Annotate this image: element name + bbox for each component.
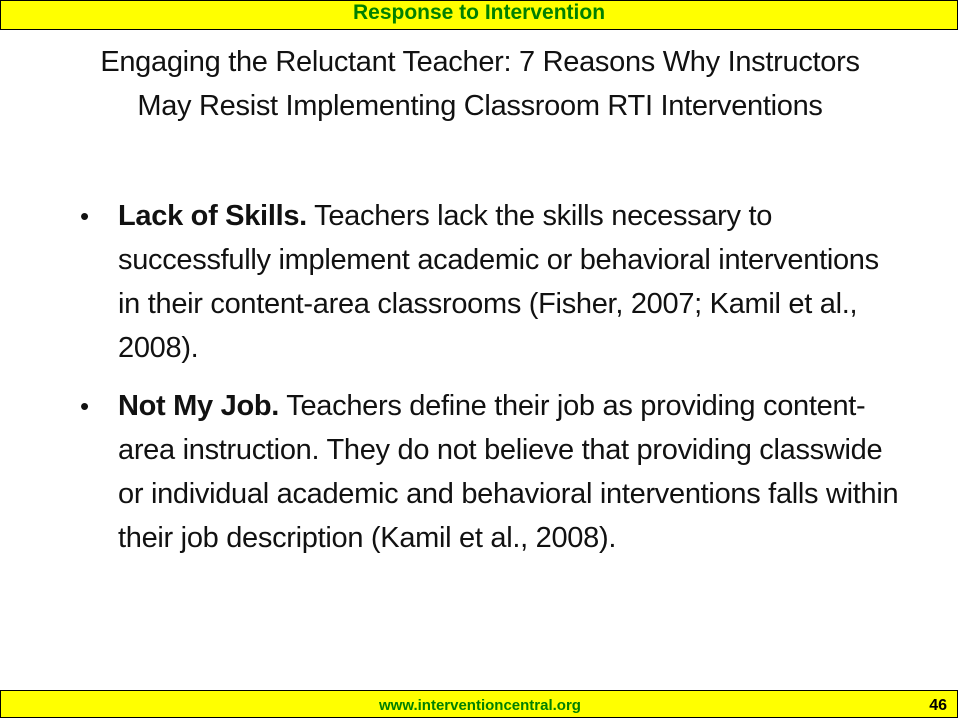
- bullet-text: Teachers lack the skills necessary to successfully implement academic or behavioral interventions in their content-area classrooms (Fisher, 2007; Kamil et al., 2008).: [118, 200, 879, 364]
- footer-bar: [0, 690, 958, 718]
- bullet-item-lack-of-skills: [70, 194, 900, 370]
- footer-url-link[interactable]: www.interventioncentral.org: [379, 697, 581, 714]
- bullet-item-not-my-job: [70, 384, 900, 560]
- header-title: Response to Intervention: [352, 1, 606, 24]
- slide-title: Engaging the Reluctant Teacher: 7 Reasons Why Instructors May Resist Implementing Classroom RTI Interventions: [100, 46, 860, 122]
- bullet-list: [70, 194, 900, 574]
- bullet-term: Not My Job.: [118, 390, 280, 422]
- header-bar: [0, 0, 958, 30]
- page-number: 46: [929, 697, 947, 714]
- bullet-text: Teachers define their job as providing content-area instruction. They do not believe that providing classwide or individual academic and behavioral interventions falls within their job description (Kamil et al., 2008).: [118, 390, 899, 554]
- bullet-dot-icon: •: [80, 201, 89, 231]
- bullet-term: Lack of Skills.: [118, 200, 307, 232]
- bullet-dot-icon: •: [80, 391, 89, 421]
